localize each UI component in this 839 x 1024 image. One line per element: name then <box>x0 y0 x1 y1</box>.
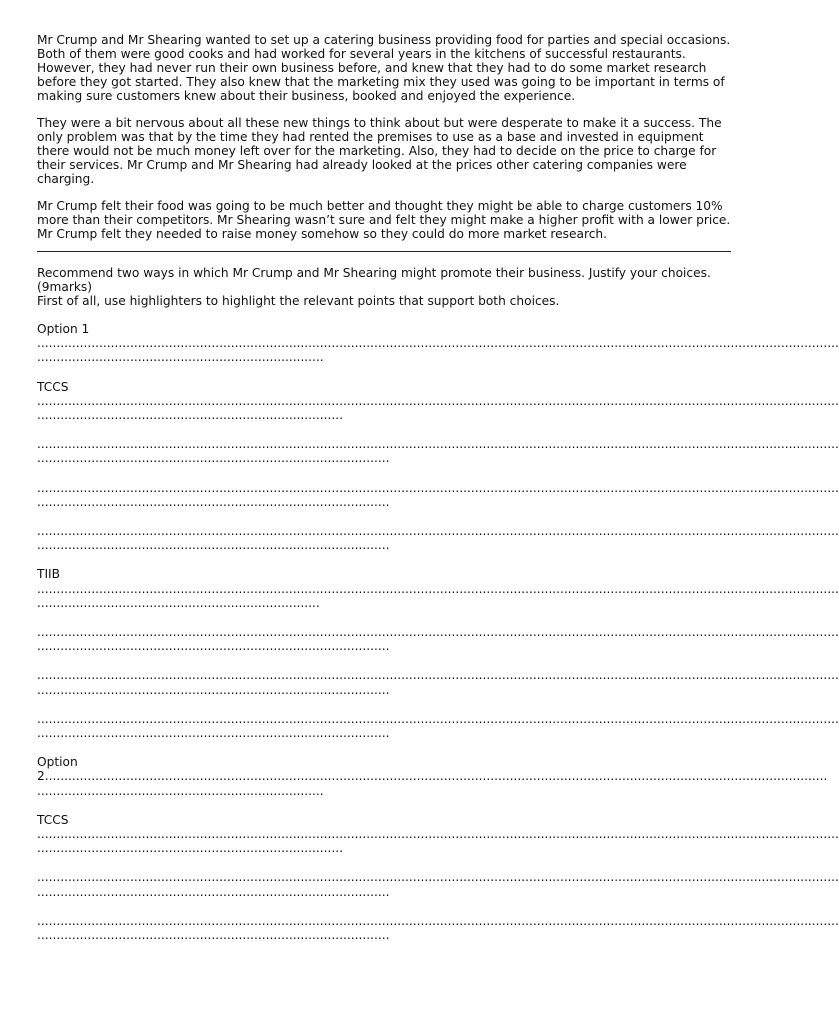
answer-line[interactable]: ........................................................................................... <box>37 928 390 943</box>
answer-pair <box>37 668 839 697</box>
answer-line[interactable]: ........................................................................................... <box>37 884 390 899</box>
answer-line[interactable]: ............................................................................................................................................................................................................... <box>37 524 839 539</box>
answer-pair <box>37 393 839 423</box>
answer-pair <box>37 870 839 899</box>
answer-pair <box>37 711 839 741</box>
answer-line[interactable]: .......................................................................... <box>37 350 324 365</box>
option-2-number: 2 <box>37 769 45 784</box>
answer-line[interactable]: ............................................................................................................................................................................................................... <box>37 480 839 495</box>
answer-line[interactable]: ........................................................................................... <box>37 726 390 741</box>
answer-line[interactable]: ........................................................................................... <box>37 451 390 466</box>
tccs-label: TCCS <box>37 379 69 394</box>
option-1-tiib-section <box>37 567 839 741</box>
question-line-2: First of all, use highlighters to highlight the relevant points that support both choices. <box>37 294 560 308</box>
tiib-label: TIIB <box>37 567 60 582</box>
answer-line[interactable]: ............................................................................................................................................................................................................... <box>37 581 839 596</box>
answer-line[interactable]: .......................................................................................................................................................................................................... <box>44 769 828 784</box>
answer-pair <box>37 581 839 610</box>
option-2-tccs-section <box>37 812 839 943</box>
answer-line[interactable]: ............................................................................... <box>37 408 344 423</box>
answer-line[interactable]: ............................................................................................................................................................................................................... <box>37 437 839 452</box>
answer-pair <box>37 625 839 654</box>
answer-line[interactable]: ............................................................................................................................................................................................................... <box>37 668 839 683</box>
answer-pair <box>37 827 839 856</box>
scenario-paragraph-3: Mr Crump felt their food was going to be much better and thought they might be able to charge customers 10% more than their competitors. Mr Shearing wasn’t sure and felt they might make a higher profit with a lower price. Mr Crump felt they needed to raise money somehow so they could do more market research. <box>37 199 731 241</box>
scenario-paragraph-2: They were a bit nervous about all these new things to think about but were desperate to make it a success. The only problem was that by the time they had rented the premises to use as a base and invested in equipment there would not be much money left over for the marketing. Also, they had to decide on the price to charge for their services. Mr Crump and Mr Shearing had already looked at the prices other catering companies were charging. <box>37 116 722 186</box>
option-2-label: Option <box>37 755 78 770</box>
answer-line[interactable]: ............................................................................................................................................................................................................... <box>37 711 839 726</box>
answer-line[interactable]: ......................................................................... <box>37 595 320 610</box>
answer-line[interactable]: ............................................................................................................................................................................................................... <box>37 827 839 842</box>
answer-line[interactable]: ........................................................................................... <box>37 538 390 553</box>
option-1-section <box>37 322 839 365</box>
option-2-first-line <box>37 769 828 784</box>
answer-pair <box>37 437 839 466</box>
answer-line[interactable]: ............................................................................................................................................................................................................... <box>37 393 839 408</box>
answer-pair <box>37 524 839 553</box>
option-1-tccs-section <box>37 379 839 553</box>
question-prompt <box>37 266 731 308</box>
answer-pair <box>37 480 839 509</box>
answer-line[interactable]: ........................................................................................... <box>37 639 390 654</box>
option-1-label: Option 1 <box>37 322 90 336</box>
answer-line[interactable]: ............................................................................................................................................................................................................... <box>37 913 839 928</box>
answer-line[interactable]: .......................................................................... <box>37 783 324 798</box>
scenario-paragraph-1: Mr Crump and Mr Shearing wanted to set up a catering business providing food for parties and special occasions. Both of them were good cooks and had worked for several years in the kitchens of successful restaurants. However, they had never run their own business before, and knew that they had to do some market research before they got started. They also knew that the marketing mix they used was going to be important in terms of making sure customers knew about their business, booked and enjoyed the experience. <box>37 33 731 103</box>
option-2-section <box>37 755 828 798</box>
answer-line[interactable]: ............................................................................................................................................................................................................... <box>37 870 839 885</box>
answer-pair <box>37 913 839 943</box>
tccs-label: TCCS <box>37 812 69 827</box>
question-line-1: Recommend two ways in which Mr Crump and Mr Shearing might promote their business. Justify your choices. (9marks) <box>37 266 711 294</box>
answer-line[interactable]: ............................................................................... <box>37 841 344 856</box>
answer-line[interactable]: ............................................................................................................................................................................................................... <box>37 336 839 351</box>
answer-line[interactable]: ........................................................................................... <box>37 682 390 697</box>
answer-line[interactable]: ........................................................................................... <box>37 494 390 509</box>
section-divider <box>37 251 731 252</box>
worksheet <box>37 33 839 957</box>
answer-line[interactable]: ............................................................................................................................................................................................................... <box>37 625 839 640</box>
